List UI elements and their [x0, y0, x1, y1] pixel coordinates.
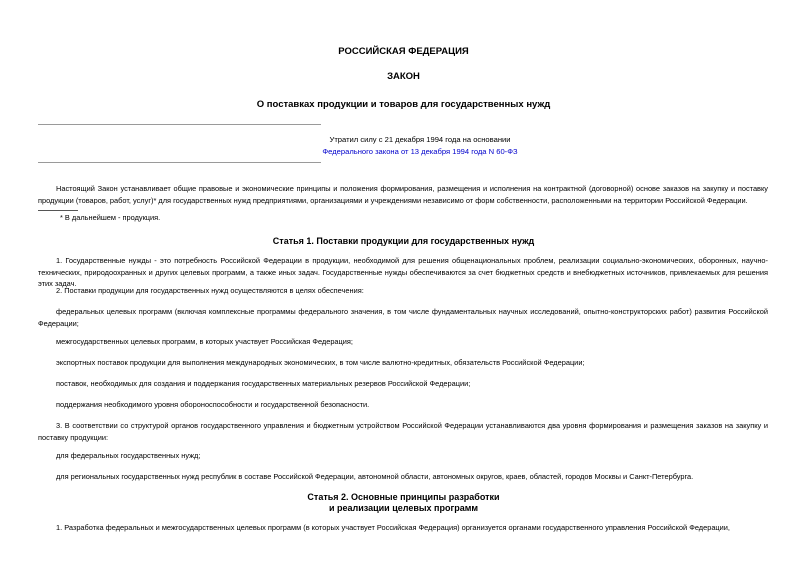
article1-title: Статья 1. Поставки продукции для государственных нужд — [272, 236, 535, 246]
country-heading: РОССИЙСКАЯ ФЕДЕРАЦИЯ — [338, 46, 469, 57]
preamble-paragraph: Настоящий Закон устанавливает общие правовые и экономические принципы и положения формирования, размещения и исполнения на контрактной (договорной) основе заказов на закупку и поставку продукции (товаров, работ, услуг)* для государственных нужд предприятиями, организациями и учреждениями независимо от форм собственности, расположенными на территории Российской Федерации. — [38, 184, 768, 205]
article1-paragraph-3: федеральных целевых программ (включая комплексные программы федерального значения, в том числе фундаментальных научных исследований, опытно-конструкторских работ) развития Российской Федерации; — [38, 307, 768, 328]
article1-paragraph-9: для федеральных государственных нужд; — [56, 451, 201, 460]
status-note-text: Утратил силу с 21 декабря 1994 года на основании — [329, 135, 511, 144]
article1-paragraph-6: поставок, необходимых для создания и поддержания государственных материальных резервов Российской Федерации; — [56, 379, 471, 388]
footnote-rule — [38, 210, 78, 211]
repeal-law-link[interactable]: Федерального закона от 13 декабря 1994 года N 60-ФЗ — [322, 147, 518, 156]
article1-paragraph-4: межгосударственных целевых программ, в которых участвует Российская Федерация; — [56, 337, 353, 346]
article1-paragraph-2: 2. Поставки продукции для государственных нужд осуществляются в целях обеспечения: — [56, 286, 364, 295]
article1-paragraph-1: 1. Государственные нужды - это потребность Российской Федерации в продукции, необходимой для решения общенациональных проблем, реализации социально-экономических, оборонных, научно-технических, природоохранных и других целевых программ, а также иных задач. Государственные нужды обеспечиваются за счет бюджетных средств и внебюджетных источников, привлекаемых для решения этих задач. — [38, 256, 768, 288]
article1-paragraph-8: 3. В соответствии со структурой органов государственного управления и бюджетным устройством Российской Федерации устанавливаются два уровня формирования и размещения заказов на закупку и поставку продукции: — [38, 421, 768, 442]
article1-paragraph-7: поддержания необходимого уровня обороноспособности и государственной безопасности. — [56, 400, 370, 409]
divider-bottom — [38, 162, 321, 163]
law-title: О поставках продукции и товаров для государственных нужд — [256, 99, 551, 110]
status-note — [300, 134, 540, 158]
article1-paragraph-10: для региональных государственных нужд республик в составе Российской Федерации, автономной области, автономных округов, краев, областей, городов Москвы и Санкт-Петербурга. — [56, 472, 694, 481]
doc-type-heading: ЗАКОН — [387, 71, 420, 82]
article1-paragraph-5: экспортных поставок продукции для выполнения международных экономических, в том числе валютно-кредитных, обязательств Российской Федерации; — [56, 358, 585, 367]
footnote: * В дальнейшем - продукция. — [60, 213, 161, 222]
article2-title-line1: Статья 2. Основные принципы разработки — [307, 492, 500, 502]
article2-paragraph-1: 1. Разработка федеральных и межгосударственных целевых программ (в которых участвует Российская Федерация) организуется органами государственного управления Российской Федерации, — [56, 523, 730, 532]
divider-top — [38, 124, 321, 125]
article2-title-line2: и реализации целевых программ — [328, 503, 479, 513]
